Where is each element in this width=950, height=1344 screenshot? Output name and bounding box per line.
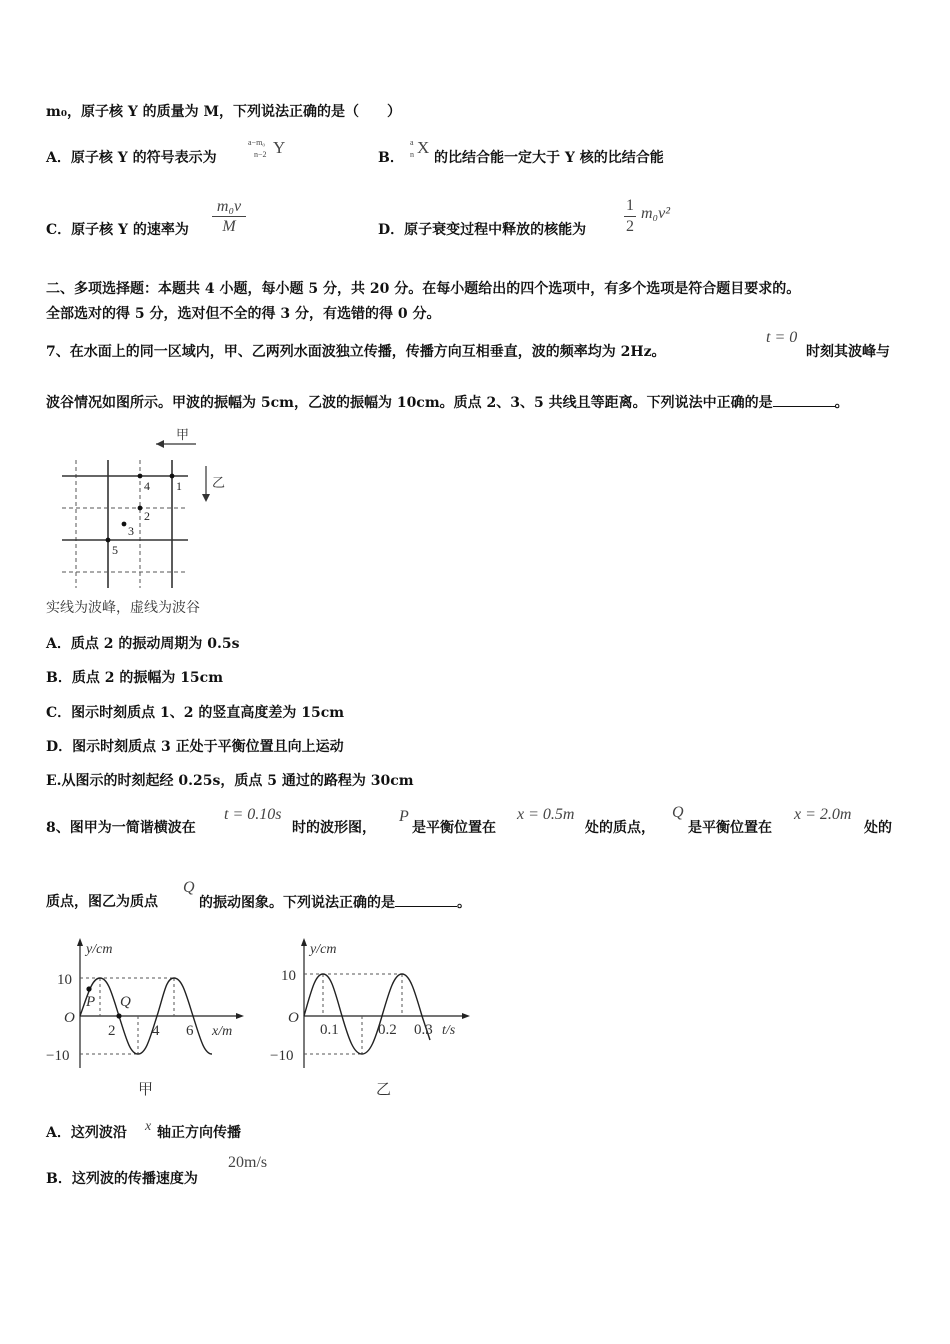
q6-option-a-label: A．原子核 Y 的符号表示为 <box>46 150 217 166</box>
q8-option-b: B．这列波的传播速度为 <box>46 1171 198 1187</box>
q7-option-e: E.从图示的时刻起经 0.25s，质点 5 通过的路程为 30cm <box>46 773 414 789</box>
jia-y-min: −10 <box>46 1048 70 1064</box>
point-3 <box>122 522 127 527</box>
jia-x-label: x/m <box>212 1024 233 1039</box>
q8-option-b-value: 20m/s <box>228 1154 268 1171</box>
q8-s4: 处的质点， <box>585 820 655 836</box>
q7-answer-blank <box>773 392 835 407</box>
jia-q-label: Q <box>120 994 131 1010</box>
yi-y-axis-arrow-icon <box>301 938 307 946</box>
yi-arrow-icon <box>202 494 210 502</box>
q8-t-value: t = 0.10s <box>224 806 282 823</box>
yi-origin: O <box>288 1010 299 1026</box>
jia-x-6: 6 <box>186 1023 194 1039</box>
q6-c-fraction <box>212 198 246 237</box>
jia-arrow-icon <box>156 440 164 448</box>
q8-line2-end: 。 <box>457 895 471 911</box>
point-3-label: 3 <box>128 524 134 538</box>
q6-b-sup: a <box>410 138 414 147</box>
jia-y-max: 10 <box>57 972 72 988</box>
jia-x-axis-arrow-icon <box>236 1013 244 1019</box>
q8-figure-jia <box>44 936 250 1104</box>
q6-d-numerator: 1 <box>626 197 634 214</box>
q6-option-c-label: C．原子核 Y 的速率为 <box>46 222 189 238</box>
point-4 <box>138 474 143 479</box>
yi-y-label: y/cm <box>310 942 337 957</box>
q8-q-symbol: Q <box>672 804 684 821</box>
yi-y-min: −10 <box>270 1048 294 1064</box>
q8-s2: 时的波形图， <box>292 820 376 836</box>
q7-t-eq: t = 0 <box>766 329 798 346</box>
q7-figure-caption: 实线为波峰，虚线为波谷 <box>46 601 200 616</box>
jia-caption: 甲 <box>138 1082 154 1098</box>
q8-x1-value: x = 0.5m <box>517 806 575 823</box>
q7-option-a: A．质点 2 的振动周期为 0.5s <box>46 636 240 652</box>
yi-t-3: 0.3 <box>414 1022 433 1038</box>
q6-option-d-label: D．原子衰变过程中释放的核能为 <box>378 222 587 238</box>
point-5-label: 5 <box>112 543 118 557</box>
point-1-label: 1 <box>176 479 182 493</box>
q8-p-symbol: P <box>399 808 409 825</box>
q8-line2-q: Q <box>183 879 195 896</box>
q6-c-numerator: m₀v <box>216 198 242 215</box>
jia-label: 甲 <box>176 427 190 442</box>
q8-line2-b: 的振动图象。下列说法正确的是 <box>199 895 395 911</box>
point-2-label: 2 <box>144 509 150 523</box>
q8-answer-blank <box>395 892 457 907</box>
jia-x-2: 2 <box>108 1023 116 1039</box>
q7-line2-end: 。 <box>834 395 849 411</box>
q8-option-a-post: 轴正方向传播 <box>157 1125 241 1141</box>
point-5 <box>106 538 111 543</box>
yi-t-1: 0.1 <box>320 1022 339 1038</box>
q8-option-a-pre: A．这列波沿 <box>46 1125 127 1141</box>
q6-d-fraction <box>624 196 636 237</box>
q8-option-a-x: x <box>145 1119 152 1134</box>
q8-line2-b-wrap <box>199 892 471 913</box>
section2-line1: 二、多项选择题：本题共 4 小题，每小题 5 分，共 20 分。在每小题给出的四个选项中，有多个选项是符合题目要求的。 <box>46 281 801 297</box>
yi-t-2: 0.2 <box>378 1022 397 1038</box>
yi-x-axis-arrow-icon <box>462 1013 470 1019</box>
yi-y-max: 10 <box>281 968 296 984</box>
point-4-label: 4 <box>144 479 150 493</box>
q6-c-denominator: M <box>212 216 246 237</box>
q7-line2 <box>46 392 849 413</box>
jia-origin: O <box>64 1010 75 1026</box>
yi-label: 乙 <box>212 475 226 490</box>
q8-line2 <box>46 892 158 912</box>
section2-line2: 全部选对的得 5 分，选对但不全的得 3 分，有选错的得 0 分。 <box>46 306 441 322</box>
q7-line1: 7、在水面上的同一区域内，甲、乙两列水面波独立传播，传播方向互相垂直，波的频率均为 2Hz。 <box>46 344 666 360</box>
point-2 <box>138 506 143 511</box>
q7-option-d: D．图示时刻质点 3 正处于平衡位置且向上运动 <box>46 739 344 755</box>
q7-line2-text: 波谷情况如图所示。甲波的振幅为 5cm，乙波的振幅为 10cm。质点 2、3、5 共线且等距离。下列说法中正确的是 <box>46 395 773 411</box>
yi-x-label: t/s <box>442 1023 456 1038</box>
q7-line1-tail: 时刻其波峰与 <box>806 344 890 360</box>
q8-figure-yi <box>268 936 474 1104</box>
q8-line2-a: 质点，图乙为质点 <box>46 894 158 910</box>
q8-s3: 是平衡位置在 <box>412 820 496 836</box>
q6-a-symbol: Y <box>273 138 286 157</box>
q6-a-sup: a−m₀ <box>248 138 266 147</box>
q6-d-denominator: 2 <box>626 218 634 235</box>
q6-intro: m₀，原子核 Y 的质量为 M，下列说法正确的是（ ） <box>46 104 402 120</box>
q6-option-b-text: 的比结合能一定大于 Y 核的比结合能 <box>434 150 664 166</box>
q8-s6: 处的 <box>864 820 892 836</box>
q6-a-sub: n−2 <box>254 150 267 159</box>
q7-option-c: C．图示时刻质点 1、2 的竖直高度差为 15cm <box>46 705 345 721</box>
q8-s1: 8、图甲为一简谐横波在 <box>46 820 196 836</box>
jia-y-label: y/cm <box>86 942 113 957</box>
q6-d-expression: m₀v² <box>641 205 671 222</box>
point-1 <box>170 474 175 479</box>
jia-x-4: 4 <box>152 1023 160 1039</box>
q6-option-b-label: B． <box>378 150 404 166</box>
q8-x2-value: x = 2.0m <box>794 806 852 823</box>
q7-option-b: B．质点 2 的振幅为 15cm <box>46 670 224 686</box>
jia-y-axis-arrow-icon <box>77 938 83 946</box>
jia-point-q <box>116 1013 121 1018</box>
jia-p-label: P <box>86 994 96 1010</box>
q6-b-symbol: X <box>417 138 430 157</box>
yi-caption: 乙 <box>376 1082 392 1098</box>
q7-wave-grid-figure <box>46 420 256 620</box>
q8-option-a <box>46 1123 127 1143</box>
q8-s5: 是平衡位置在 <box>688 820 772 836</box>
jia-point-p <box>86 986 91 991</box>
q6-b-sub: n <box>410 150 414 159</box>
